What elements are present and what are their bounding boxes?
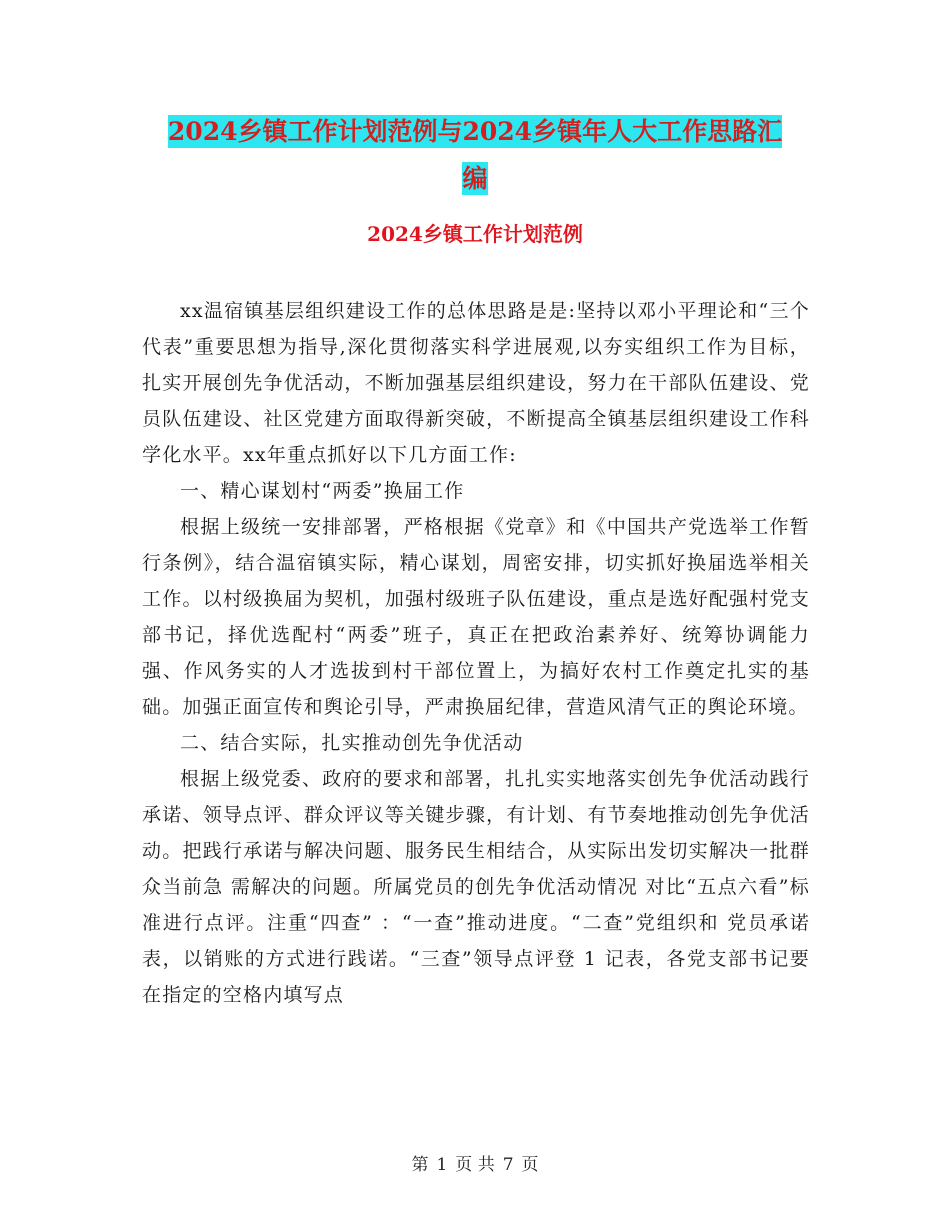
footer-prefix: 第	[411, 1155, 429, 1175]
paragraph-one: 根据上级统一安排部署，严格根据《党章》和《中国共产党选举工作暂行条例》，结合温宿镇实际，精心谋划，周密安排，切实抓好换届选举相关工作。以村级换届为契机，加强村级班子队伍建设，重点是选好配强村党支部书记，择优选配村“两委”班子，真正在把政治素养好、统筹协调能力强、作风务实的人才选拔到村干部位置上，为搞好农村工作奠定扎实的基础。加强正面宣传和舆论引导，严肃换届纪律，营造风清气正的舆论环境。	[142, 516, 810, 718]
section-heading: 2024乡镇工作计划范例	[367, 222, 583, 246]
heading-one: 一、精心谋划村“两委”换届工作	[180, 480, 465, 502]
title-line-2: 编	[462, 164, 488, 193]
document-body	[142, 293, 810, 1013]
paragraph-two: 根据上级党委、政府的要求和部署，扎扎实实地落实创先争优活动践行承诺、领导点评、群众评议等关键步骤，有计划、有节奏地推动创先争优活动。把践行承诺与解决问题、服务民生相结合，从实际出发切实解决一批群众当前急 需解决的问题。所属党员的创先争优活动情况 对比“五点六看”标准进行点评。注重“四查” ：“一查”推动进度。“二查”党组织和 党员承诺表，以销账的方式进行践诺。“三查”领导点评登 1 记表，各党支部书记要在指定的空格内填写点	[142, 768, 810, 1006]
footer-page-number: 1	[436, 1155, 448, 1175]
paragraph-intro: xx温宿镇基层组织建设工作的总体思路是是:坚持以邓小平理论和“三个代表”重要思想为指导,深化贯彻落实科学进展观,以夯实组织工作为目标，扎实开展创先争优活动，不断加强基层组织建设，努力在干部队伍建设、党员队伍建设、社区党建方面取得新突破，不断提高全镇基层组织建设工作科学化水平。xx年重点抓好以下几方面工作:	[142, 300, 810, 466]
heading-two: 二、结合实际，扎实推动创先争优活动	[180, 732, 524, 754]
footer-middle: 页 共	[455, 1155, 495, 1175]
title-line-1: 2024乡镇工作计划范例与2024乡镇年人大工作思路汇	[167, 117, 783, 146]
footer-total-pages: 7	[502, 1155, 514, 1175]
footer-suffix: 页	[521, 1155, 539, 1175]
document-title	[140, 108, 810, 202]
page-footer	[0, 1150, 950, 1175]
